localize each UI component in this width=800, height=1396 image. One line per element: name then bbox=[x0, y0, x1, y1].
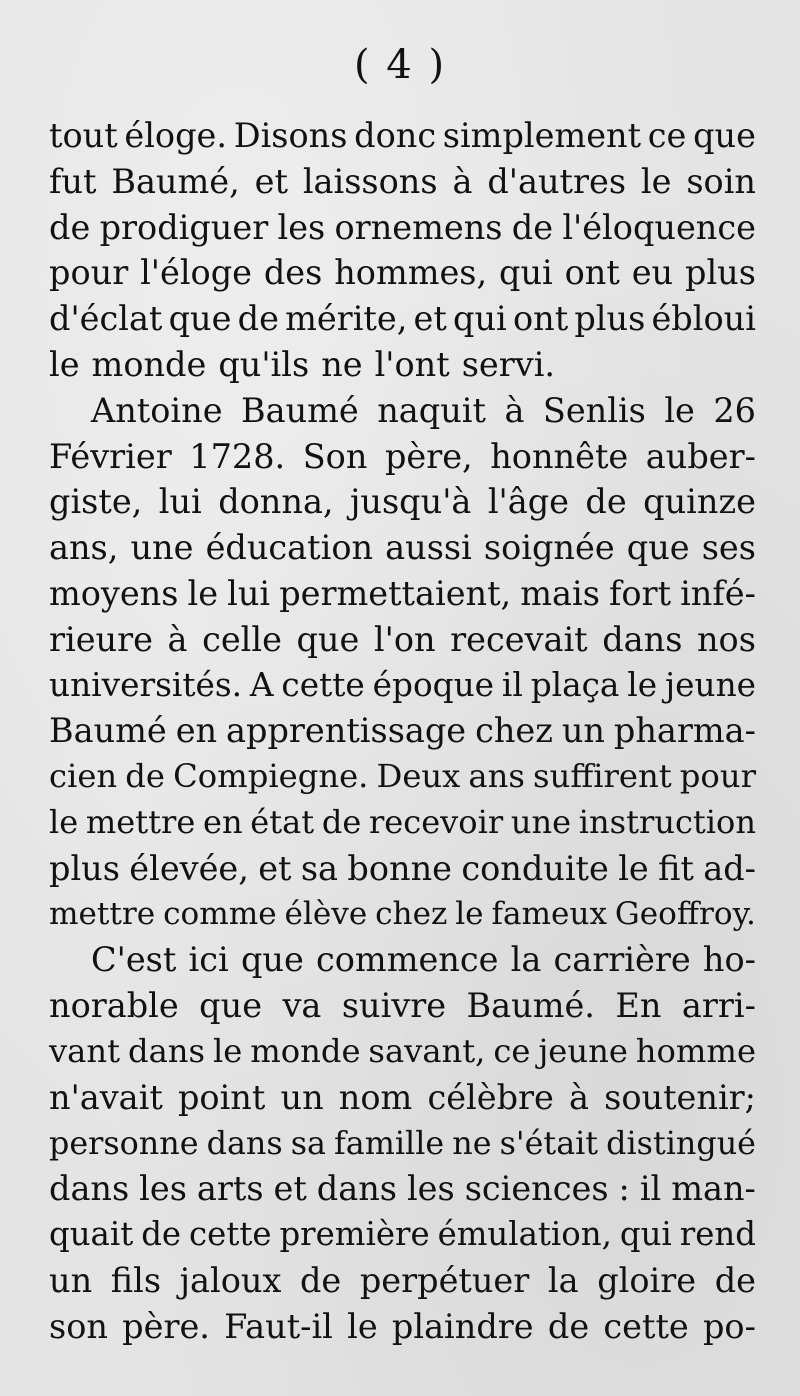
word: que bbox=[199, 986, 263, 1026]
word: sa bbox=[300, 848, 339, 888]
word: de bbox=[141, 1215, 182, 1254]
word: ans bbox=[468, 757, 525, 796]
word: quinze bbox=[643, 482, 756, 522]
word: suffirent bbox=[533, 757, 672, 796]
word: Baumé bbox=[49, 711, 167, 751]
word: Compiegne. bbox=[173, 757, 369, 796]
word: Faut-il bbox=[224, 1306, 333, 1346]
word: jusqu'à bbox=[350, 482, 472, 522]
text-line bbox=[49, 1075, 756, 1121]
word: qu'ils bbox=[218, 344, 310, 384]
word: commence bbox=[316, 940, 499, 980]
word: rend bbox=[679, 1215, 756, 1254]
text-line bbox=[49, 1121, 756, 1167]
word: l'éloquence bbox=[562, 207, 756, 247]
word: qui bbox=[619, 1215, 672, 1254]
word: de bbox=[321, 802, 362, 841]
text-line bbox=[49, 937, 756, 983]
word: que bbox=[168, 299, 232, 339]
word: père, bbox=[384, 436, 473, 476]
word: En bbox=[615, 986, 662, 1026]
word: ici bbox=[188, 940, 229, 980]
word: moyens bbox=[49, 573, 179, 613]
word: comme bbox=[163, 895, 277, 932]
word: Senlis bbox=[542, 390, 646, 430]
word: que bbox=[296, 619, 360, 659]
word: arri- bbox=[681, 986, 756, 1026]
word: auber- bbox=[645, 436, 756, 476]
word: ne bbox=[321, 344, 363, 384]
word: que bbox=[693, 116, 756, 155]
word: état bbox=[250, 802, 315, 841]
word: sa bbox=[290, 1124, 326, 1162]
word: ont bbox=[512, 299, 569, 339]
word: donna, bbox=[218, 482, 334, 522]
word: la bbox=[510, 940, 542, 980]
word: les bbox=[406, 1169, 455, 1209]
word: ce bbox=[647, 116, 687, 155]
word: l'on bbox=[373, 619, 436, 659]
word: le bbox=[455, 895, 484, 932]
text-line bbox=[49, 342, 756, 388]
word: à bbox=[504, 390, 525, 430]
word: arts bbox=[196, 1169, 264, 1209]
word: le bbox=[640, 161, 672, 201]
word: plus bbox=[574, 299, 646, 339]
word: le bbox=[618, 848, 649, 888]
word: mettre bbox=[49, 895, 156, 932]
word: naquit bbox=[377, 390, 486, 430]
word: 1728. bbox=[189, 436, 286, 476]
word: dans bbox=[206, 1124, 283, 1162]
word: conduite bbox=[461, 848, 609, 888]
word: les bbox=[139, 1169, 187, 1209]
word: cien bbox=[49, 757, 118, 796]
word: hommes, bbox=[334, 253, 488, 293]
word: en bbox=[203, 802, 243, 841]
word: : bbox=[618, 1169, 630, 1209]
word: d'autres bbox=[487, 161, 627, 201]
word: de bbox=[511, 207, 554, 247]
word: de bbox=[49, 207, 91, 247]
word: dans bbox=[49, 1169, 130, 1209]
word: norable bbox=[49, 986, 179, 1026]
word: fameux bbox=[491, 895, 608, 932]
word: tout bbox=[49, 116, 118, 155]
word: fils bbox=[110, 1260, 162, 1300]
word: Antoine bbox=[91, 390, 223, 430]
word: point bbox=[177, 1077, 266, 1117]
word: celle bbox=[202, 619, 282, 659]
word: dans bbox=[316, 1169, 397, 1209]
word: chez bbox=[475, 711, 553, 751]
word: ce bbox=[493, 1031, 531, 1070]
word: 26 bbox=[713, 390, 756, 430]
word: que bbox=[626, 528, 690, 568]
page-number: ( 4 ) bbox=[353, 42, 447, 88]
word: donc bbox=[354, 116, 437, 155]
text-line bbox=[49, 525, 756, 571]
word: fit bbox=[658, 848, 694, 888]
word: s'était bbox=[499, 1124, 599, 1162]
word: un bbox=[280, 1077, 324, 1117]
word: les bbox=[277, 207, 326, 247]
word: C'est bbox=[91, 940, 177, 980]
word: aussi bbox=[385, 528, 472, 568]
body-text bbox=[49, 113, 756, 1350]
word: chez bbox=[375, 895, 448, 932]
word: Son bbox=[302, 436, 368, 476]
word: Baumé. bbox=[466, 986, 595, 1026]
word: en bbox=[175, 711, 218, 751]
word: le bbox=[347, 1306, 378, 1346]
word: Disons bbox=[233, 116, 348, 155]
word: ornemens bbox=[334, 207, 503, 247]
word: pour bbox=[49, 253, 129, 293]
word: soignée bbox=[483, 528, 615, 568]
word: ses bbox=[701, 528, 756, 568]
word: jeune bbox=[538, 1031, 628, 1070]
word: plaindre bbox=[391, 1306, 534, 1346]
word: simplement bbox=[442, 116, 642, 155]
word: sciences bbox=[464, 1169, 609, 1209]
word: man- bbox=[671, 1169, 756, 1209]
word: recevait bbox=[450, 619, 588, 659]
word: mais bbox=[520, 573, 600, 613]
word: d'éclat bbox=[49, 299, 163, 339]
word: et bbox=[258, 848, 292, 888]
word: Deux bbox=[376, 757, 461, 796]
word: émulation, bbox=[437, 1215, 612, 1254]
word: et bbox=[413, 299, 447, 339]
word: servi. bbox=[461, 344, 556, 384]
text-line bbox=[49, 1166, 756, 1212]
word: de bbox=[547, 1306, 590, 1346]
word: ne bbox=[452, 1124, 492, 1162]
text-line bbox=[49, 617, 756, 663]
word: de bbox=[714, 1260, 756, 1300]
word: le bbox=[49, 802, 79, 841]
word: jaloux bbox=[179, 1260, 282, 1300]
text-line bbox=[49, 663, 756, 709]
word: jeune bbox=[664, 665, 756, 704]
word: l'éloge bbox=[140, 253, 252, 293]
word: honnête bbox=[490, 436, 629, 476]
word: que bbox=[240, 940, 304, 980]
word: un bbox=[49, 1260, 93, 1300]
word: perpétuer bbox=[359, 1260, 530, 1300]
word: ans, bbox=[49, 528, 119, 568]
word: soin bbox=[686, 161, 756, 201]
word: monde bbox=[91, 344, 207, 384]
word: des bbox=[263, 253, 323, 293]
word: plus bbox=[685, 253, 756, 293]
word: Baumé, bbox=[111, 161, 240, 201]
word: mettre bbox=[85, 802, 196, 841]
word: giste, bbox=[49, 482, 143, 522]
word: ébloui bbox=[651, 299, 756, 339]
word: un bbox=[561, 711, 605, 751]
word: monde bbox=[250, 1031, 361, 1070]
word: instruction bbox=[578, 802, 756, 841]
word: lui bbox=[158, 482, 202, 522]
word: savant, bbox=[368, 1031, 486, 1070]
word: gloire bbox=[597, 1260, 697, 1300]
word: universités. bbox=[49, 665, 243, 704]
word: permettaient, bbox=[279, 573, 512, 613]
word: ont bbox=[564, 253, 620, 293]
word: personne bbox=[49, 1124, 199, 1162]
word: célèbre bbox=[427, 1077, 554, 1117]
word: fut bbox=[49, 161, 97, 201]
text-line bbox=[49, 892, 756, 938]
word: soutenir; bbox=[604, 1077, 756, 1117]
text-line bbox=[49, 388, 756, 434]
word: suivre bbox=[341, 986, 447, 1026]
word: vant bbox=[49, 1031, 121, 1070]
word: première bbox=[279, 1215, 430, 1254]
word: A bbox=[249, 665, 274, 704]
word: à bbox=[452, 161, 473, 201]
word: infé- bbox=[680, 573, 756, 613]
text-line bbox=[49, 754, 756, 800]
word: Baumé bbox=[240, 390, 359, 430]
word: la bbox=[547, 1260, 579, 1300]
word: va bbox=[282, 986, 322, 1026]
word: l'ont bbox=[374, 344, 450, 384]
word: de bbox=[237, 299, 279, 339]
word: laissons bbox=[302, 161, 438, 201]
word: nom bbox=[338, 1077, 413, 1117]
word: le bbox=[664, 390, 695, 430]
text-line bbox=[49, 205, 756, 251]
text-line bbox=[49, 113, 756, 159]
word: le bbox=[627, 665, 658, 704]
word: de bbox=[125, 757, 165, 796]
word: cette bbox=[603, 1306, 689, 1346]
word: l'âge bbox=[487, 482, 569, 522]
word: lui bbox=[227, 573, 271, 613]
word: ad- bbox=[703, 848, 756, 888]
word: homme bbox=[635, 1031, 756, 1070]
text-line bbox=[49, 250, 756, 296]
word: éducation bbox=[205, 528, 374, 568]
word: il bbox=[639, 1169, 662, 1209]
word: qui bbox=[499, 253, 553, 293]
word: bonne bbox=[347, 848, 452, 888]
word: distingué bbox=[606, 1124, 756, 1162]
word: Février bbox=[49, 436, 172, 476]
word: et bbox=[273, 1169, 307, 1209]
word: dans bbox=[127, 1031, 206, 1070]
word: mérite, bbox=[285, 299, 408, 339]
word: eu bbox=[631, 253, 674, 293]
word: n'avait bbox=[49, 1077, 163, 1117]
word: de bbox=[299, 1260, 342, 1300]
word: quait bbox=[49, 1215, 134, 1254]
word: carrière bbox=[553, 940, 691, 980]
text-line bbox=[49, 1258, 756, 1304]
word: cette bbox=[189, 1215, 272, 1254]
word: recevoir bbox=[368, 802, 504, 841]
word: époque bbox=[372, 665, 495, 704]
word: pharma- bbox=[613, 711, 756, 751]
text-line bbox=[49, 708, 756, 754]
word: et bbox=[254, 161, 288, 201]
text-line bbox=[49, 983, 756, 1029]
word: ho- bbox=[702, 940, 756, 980]
text-line bbox=[49, 434, 756, 480]
word: éloge. bbox=[124, 116, 228, 155]
word: plus bbox=[49, 848, 120, 888]
word: élève bbox=[284, 895, 368, 932]
word: fort bbox=[608, 573, 672, 613]
word: qui bbox=[453, 299, 507, 339]
word: le bbox=[49, 344, 80, 384]
word: le bbox=[212, 1031, 243, 1070]
text-line bbox=[49, 800, 756, 846]
word: élevée, bbox=[129, 848, 249, 888]
text-line bbox=[49, 1212, 756, 1258]
text-line bbox=[49, 1029, 756, 1075]
word: une bbox=[510, 802, 572, 841]
word: il bbox=[501, 665, 523, 704]
text-line bbox=[49, 846, 756, 892]
word: le bbox=[187, 573, 219, 613]
text-line bbox=[49, 159, 756, 205]
text-line bbox=[49, 296, 756, 342]
word: dans bbox=[602, 619, 683, 659]
word: à bbox=[569, 1077, 589, 1117]
text-line bbox=[49, 571, 756, 617]
word: une bbox=[130, 528, 194, 568]
word: de bbox=[585, 482, 627, 522]
word: son bbox=[49, 1306, 108, 1346]
word: Geoffroy. bbox=[614, 895, 756, 932]
word: pour bbox=[679, 757, 756, 796]
word: rieure bbox=[49, 619, 153, 659]
word: nos bbox=[696, 619, 756, 659]
word: à bbox=[167, 619, 188, 659]
word: apprentissage bbox=[226, 711, 467, 751]
word: po- bbox=[702, 1306, 756, 1346]
word: famille bbox=[334, 1124, 445, 1162]
text-line bbox=[49, 1304, 756, 1350]
word: père. bbox=[122, 1306, 210, 1346]
word: plaça bbox=[530, 665, 620, 704]
text-line bbox=[49, 479, 756, 525]
word: cette bbox=[281, 665, 365, 704]
word: prodiguer bbox=[99, 207, 269, 247]
